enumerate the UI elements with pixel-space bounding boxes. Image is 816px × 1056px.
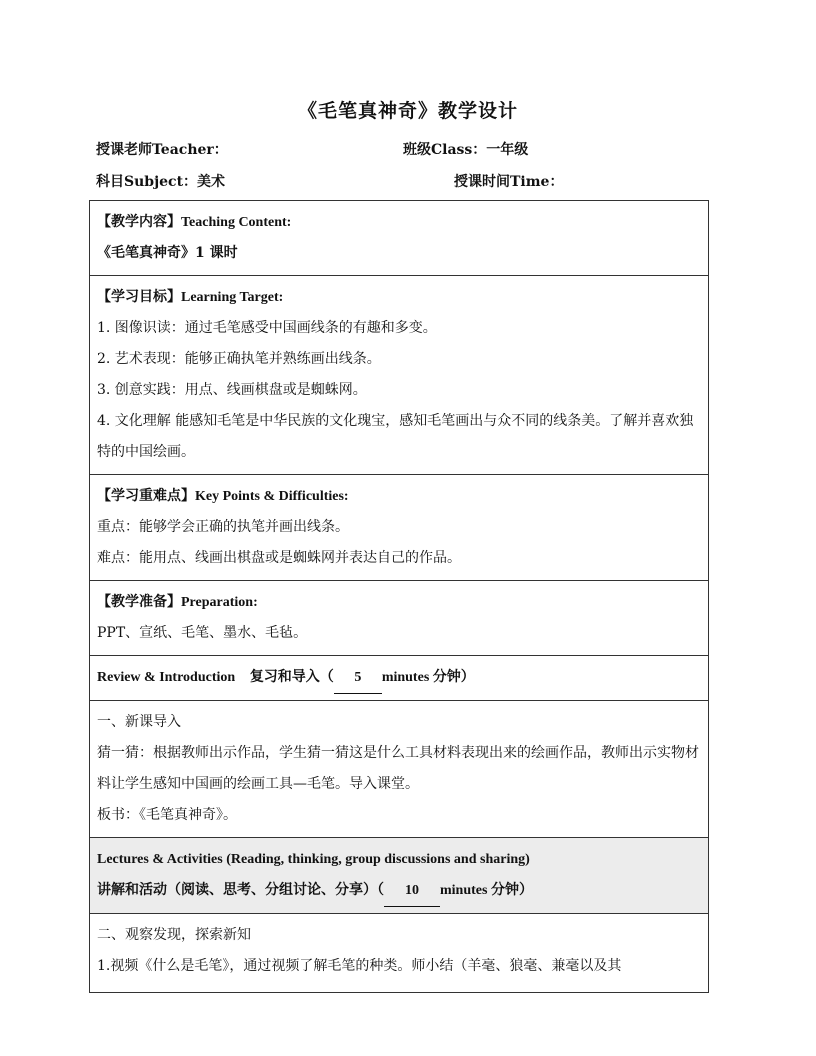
class-label: 班级Class：: [403, 142, 487, 158]
time-field: [454, 171, 567, 191]
section-line: 板书：《毛笔真神奇》。: [97, 807, 237, 823]
section-line: 重点：能够学会正确的执笔并画出线条。: [97, 519, 349, 535]
section-line: 猜一猜：根据教师出示作品，学生猜一猜这是什么工具材料表现出来的绘画作品，教师出示实物材料让学生感知中国画的绘画工具—毛笔。导入课堂。: [97, 745, 699, 792]
teacher-field: [96, 139, 232, 159]
class-field: [403, 139, 528, 159]
section-heading: 【教学准备】Preparation:: [97, 594, 258, 610]
section-line: 2. 艺术表现：能够正确执笔并熟练画出线条。: [97, 351, 381, 367]
subject-value: 美术: [197, 174, 226, 190]
class-value: 一年级: [486, 142, 529, 158]
section-lectures-body: [90, 914, 709, 993]
section-line: 难点：能用点、线画出棋盘或是蜘蛛网并表达自己的作品。: [97, 550, 461, 566]
review-title-cn: 复习和导入（: [249, 669, 334, 685]
time-label: 授课时间Time：: [454, 174, 564, 190]
review-title-en: Review & Introduction: [97, 670, 236, 685]
lectures-minutes: 10: [384, 875, 440, 907]
review-title-row: [90, 656, 709, 701]
section-heading: 【学习目标】Learning Target:: [97, 289, 284, 305]
subject-label: 科目Subject：: [96, 174, 198, 190]
section-line: PPT、宣纸、毛笔、墨水、毛毡。: [97, 625, 308, 641]
section-line: 4. 文化理解 能感知毛笔是中华民族的文化瑰宝，感知毛笔画出与众不同的线条美。了解并喜欢独特的中国绘画。: [97, 413, 694, 460]
section-heading: 【学习重难点】Key Points & Difficulties:: [97, 488, 349, 504]
section-line: 《毛笔真神奇》1 课时: [97, 245, 238, 261]
page-title: 《毛笔真神奇》教学设计: [297, 100, 518, 122]
review-suffix: minutes 分钟）: [381, 670, 475, 685]
section-learning-target: [90, 276, 709, 475]
lectures-title-row: [90, 838, 709, 914]
section-heading: 【教学内容】Teaching Content:: [97, 214, 292, 230]
section-line: 一、新课导入: [97, 714, 181, 730]
section-line: 1.视频《什么是毛笔》，通过视频了解毛笔的种类。师小结（羊毫、狼毫、兼毫以及其: [97, 958, 622, 974]
teacher-label: 授课老师Teacher：: [96, 142, 228, 158]
lectures-title-en: Lectures & Activities (Reading, thinking, group discussions and sharing): [97, 852, 530, 867]
lectures-suffix: minutes 分钟）: [440, 883, 533, 898]
section-key-points: [90, 475, 709, 581]
section-review-body: [90, 701, 709, 838]
section-line: 3. 创意实践：用点、线画棋盘或是蜘蛛网。: [97, 382, 367, 398]
lesson-plan-table: [89, 200, 709, 993]
section-line: 1. 图像识读：通过毛笔感受中国画线条的有趣和多变。: [97, 320, 437, 336]
subject-field: [96, 171, 225, 191]
lectures-title-cn: 讲解和活动（阅读、思考、分组讨论、分享）（: [97, 882, 384, 898]
section-teaching-content: [90, 201, 709, 276]
review-minutes: 5: [334, 662, 382, 694]
section-line: 二、观察发现，探索新知: [97, 927, 251, 943]
section-preparation: [90, 581, 709, 656]
